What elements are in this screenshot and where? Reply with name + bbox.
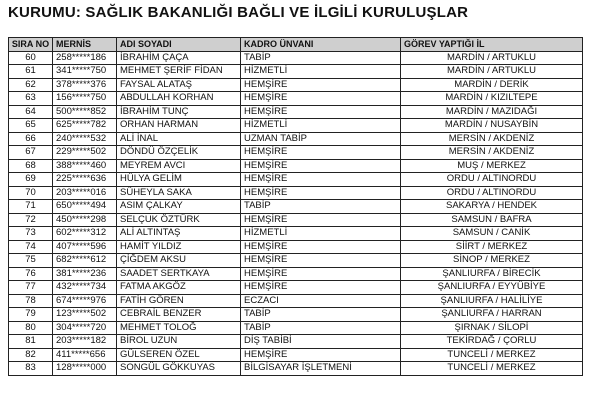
sira-no-cell: 69 [9,173,53,187]
adi-soyadi-cell: DÖNDÜ ÖZÇELİK [117,146,241,160]
gorev-yaptigi-il-cell: SİNOP / MERKEZ [401,254,583,268]
mernis-cell: 682*****612 [53,254,117,268]
adi-soyadi-cell: FAYSAL ALATAŞ [117,78,241,92]
table-row [9,213,583,227]
adi-soyadi-cell: ÇİĞDEM AKSU [117,254,241,268]
header-kadro-unvani: KADRO ÜNVANI [241,38,401,52]
table-row [9,240,583,254]
sira-no-cell: 81 [9,335,53,349]
table-row [9,281,583,295]
table-row [9,254,583,268]
adi-soyadi-cell: BİROL UZUN [117,335,241,349]
sira-no-cell: 61 [9,65,53,79]
table-row [9,119,583,133]
mernis-cell: 258*****186 [53,51,117,65]
mernis-cell: 674*****976 [53,294,117,308]
kadro-unvani-cell: TABİP [241,308,401,322]
kadro-unvani-cell: TABİP [241,200,401,214]
kadro-unvani-cell: DİŞ TABİBİ [241,335,401,349]
kadro-unvani-cell: HEMŞİRE [241,213,401,227]
adi-soyadi-cell: FATİH GÖREN [117,294,241,308]
adi-soyadi-cell: ALİ ALTINTAŞ [117,227,241,241]
kadro-unvani-cell: HİZMETLİ [241,65,401,79]
gorev-yaptigi-il-cell: MARDİN / MAZIDAĞI [401,105,583,119]
gorev-yaptigi-il-cell: MERSİN / AKDENİZ [401,146,583,160]
gorev-yaptigi-il-cell: ŞIRNAK / SİLOPİ [401,321,583,335]
sira-no-cell: 65 [9,119,53,133]
table-row [9,186,583,200]
sira-no-cell: 82 [9,348,53,362]
mernis-cell: 378*****376 [53,78,117,92]
kadro-unvani-cell: HEMŞİRE [241,348,401,362]
gorev-yaptigi-il-cell: SAMSUN / BAFRA [401,213,583,227]
table-row [9,227,583,241]
kadro-unvani-cell: HEMŞİRE [241,186,401,200]
gorev-yaptigi-il-cell: MERSİN / AKDENİZ [401,132,583,146]
mernis-cell: 123*****502 [53,308,117,322]
mernis-cell: 156*****750 [53,92,117,106]
kadro-unvani-cell: HEMŞİRE [241,281,401,295]
table-header-row [9,38,583,52]
gorev-yaptigi-il-cell: TUNCELİ / MERKEZ [401,348,583,362]
gorev-yaptigi-il-cell: TUNCELİ / MERKEZ [401,362,583,376]
adi-soyadi-cell: MEHMET TOLOĞ [117,321,241,335]
mernis-cell: 203*****182 [53,335,117,349]
mernis-cell: 432*****734 [53,281,117,295]
kadro-unvani-cell: HEMŞİRE [241,267,401,281]
kadro-unvani-cell: HEMŞİRE [241,173,401,187]
adi-soyadi-cell: GÜLSEREN ÖZEL [117,348,241,362]
mernis-cell: 407*****596 [53,240,117,254]
gorev-yaptigi-il-cell: ORDU / ALTINORDU [401,173,583,187]
mernis-cell: 128*****000 [53,362,117,376]
table-row [9,78,583,92]
mernis-cell: 229*****502 [53,146,117,160]
mernis-cell: 411*****656 [53,348,117,362]
adi-soyadi-cell: SELÇUK ÖZTÜRK [117,213,241,227]
mernis-cell: 500*****852 [53,105,117,119]
mernis-cell: 381*****236 [53,267,117,281]
table-row [9,51,583,65]
gorev-yaptigi-il-cell: SİİRT / MERKEZ [401,240,583,254]
table-row [9,105,583,119]
gorev-yaptigi-il-cell: ORDU / ALTINORDU [401,186,583,200]
adi-soyadi-cell: İBRAHİM TUNÇ [117,105,241,119]
table-row [9,92,583,106]
sira-no-cell: 63 [9,92,53,106]
kadro-unvani-cell: ECZACI [241,294,401,308]
table-row [9,132,583,146]
adi-soyadi-cell: ORHAN HARMAN [117,119,241,133]
sira-no-cell: 71 [9,200,53,214]
table-row [9,348,583,362]
header-mernis: MERNİS [53,38,117,52]
gorev-yaptigi-il-cell: ŞANLIURFA / EYYÜBİYE [401,281,583,295]
gorev-yaptigi-il-cell: ŞANLIURFA / HARRAN [401,308,583,322]
adi-soyadi-cell: HAMİT YILDIZ [117,240,241,254]
gorev-yaptigi-il-cell: TEKİRDAĞ / ÇORLU [401,335,583,349]
kadro-unvani-cell: HEMŞİRE [241,92,401,106]
mernis-cell: 341*****750 [53,65,117,79]
sira-no-cell: 75 [9,254,53,268]
adi-soyadi-cell: ALİ İNAL [117,132,241,146]
mernis-cell: 225*****636 [53,173,117,187]
mernis-cell: 650*****494 [53,200,117,214]
table-row [9,294,583,308]
adi-soyadi-cell: CEBRAİL BENZER [117,308,241,322]
page-title: KURUMU: SAĞLIK BAKANLIĞI BAĞLI VE İLGİLİ KURULUŞLAR [8,4,469,21]
kadro-unvani-cell: BİLGİSAYAR İŞLETMENİ [241,362,401,376]
gorev-yaptigi-il-cell: MARDİN / ARTUKLU [401,51,583,65]
kadro-unvani-cell: HEMŞİRE [241,240,401,254]
adi-soyadi-cell: ASIM ÇALKAY [117,200,241,214]
adi-soyadi-cell: SONGÜL GÖKKUYAS [117,362,241,376]
personnel-table [8,37,583,376]
table-row [9,146,583,160]
table-row [9,200,583,214]
gorev-yaptigi-il-cell: MARDİN / DERİK [401,78,583,92]
adi-soyadi-cell: SÜHEYLA SAKA [117,186,241,200]
header-gorev-yaptigi-il: GÖREV YAPTIĞI İL [401,38,583,52]
gorev-yaptigi-il-cell: ŞANLIURFA / HALİLİYE [401,294,583,308]
kadro-unvani-cell: HEMŞİRE [241,78,401,92]
gorev-yaptigi-il-cell: MARDİN / KIZILTEPE [401,92,583,106]
adi-soyadi-cell: HÜLYA GELİM [117,173,241,187]
gorev-yaptigi-il-cell: MARDİN / ARTUKLU [401,65,583,79]
header-sira-no: SIRA NO [9,38,53,52]
sira-no-cell: 64 [9,105,53,119]
table-row [9,267,583,281]
mernis-cell: 625*****782 [53,119,117,133]
adi-soyadi-cell: MEHMET ŞERİF FİDAN [117,65,241,79]
sira-no-cell: 74 [9,240,53,254]
sira-no-cell: 72 [9,213,53,227]
sira-no-cell: 67 [9,146,53,160]
adi-soyadi-cell: FATMA AKGÖZ [117,281,241,295]
gorev-yaptigi-il-cell: SAMSUN / CANİK [401,227,583,241]
kadro-unvani-cell: TABİP [241,321,401,335]
mernis-cell: 304*****720 [53,321,117,335]
sira-no-cell: 60 [9,51,53,65]
sira-no-cell: 70 [9,186,53,200]
kadro-unvani-cell: HEMŞİRE [241,254,401,268]
mernis-cell: 203*****016 [53,186,117,200]
adi-soyadi-cell: ABDULLAH KORHAN [117,92,241,106]
sira-no-cell: 62 [9,78,53,92]
sira-no-cell: 79 [9,308,53,322]
table-row [9,308,583,322]
sira-no-cell: 73 [9,227,53,241]
gorev-yaptigi-il-cell: SAKARYA / HENDEK [401,200,583,214]
adi-soyadi-cell: SAADET SERTKAYA [117,267,241,281]
mernis-cell: 388*****460 [53,159,117,173]
table-row [9,65,583,79]
table-row [9,362,583,376]
sira-no-cell: 78 [9,294,53,308]
sira-no-cell: 83 [9,362,53,376]
table-row [9,173,583,187]
table-row [9,335,583,349]
kadro-unvani-cell: HEMŞİRE [241,105,401,119]
table-row [9,159,583,173]
gorev-yaptigi-il-cell: MARDİN / NUSAYBİN [401,119,583,133]
sira-no-cell: 66 [9,132,53,146]
gorev-yaptigi-il-cell: MUŞ / MERKEZ [401,159,583,173]
mernis-cell: 450*****298 [53,213,117,227]
kadro-unvani-cell: UZMAN TABİP [241,132,401,146]
sira-no-cell: 77 [9,281,53,295]
kadro-unvani-cell: TABİP [241,51,401,65]
header-adi-soyadi: ADI SOYADI [117,38,241,52]
adi-soyadi-cell: MEYREM AVCI [117,159,241,173]
sira-no-cell: 80 [9,321,53,335]
mernis-cell: 240*****532 [53,132,117,146]
kadro-unvani-cell: HİZMETLİ [241,119,401,133]
kadro-unvani-cell: HEMŞİRE [241,146,401,160]
gorev-yaptigi-il-cell: ŞANLIURFA / BİRECİK [401,267,583,281]
kadro-unvani-cell: HEMŞİRE [241,159,401,173]
sira-no-cell: 68 [9,159,53,173]
mernis-cell: 602*****312 [53,227,117,241]
adi-soyadi-cell: İBRAHİM ÇAÇA [117,51,241,65]
table-row [9,321,583,335]
sira-no-cell: 76 [9,267,53,281]
kadro-unvani-cell: HİZMETLİ [241,227,401,241]
